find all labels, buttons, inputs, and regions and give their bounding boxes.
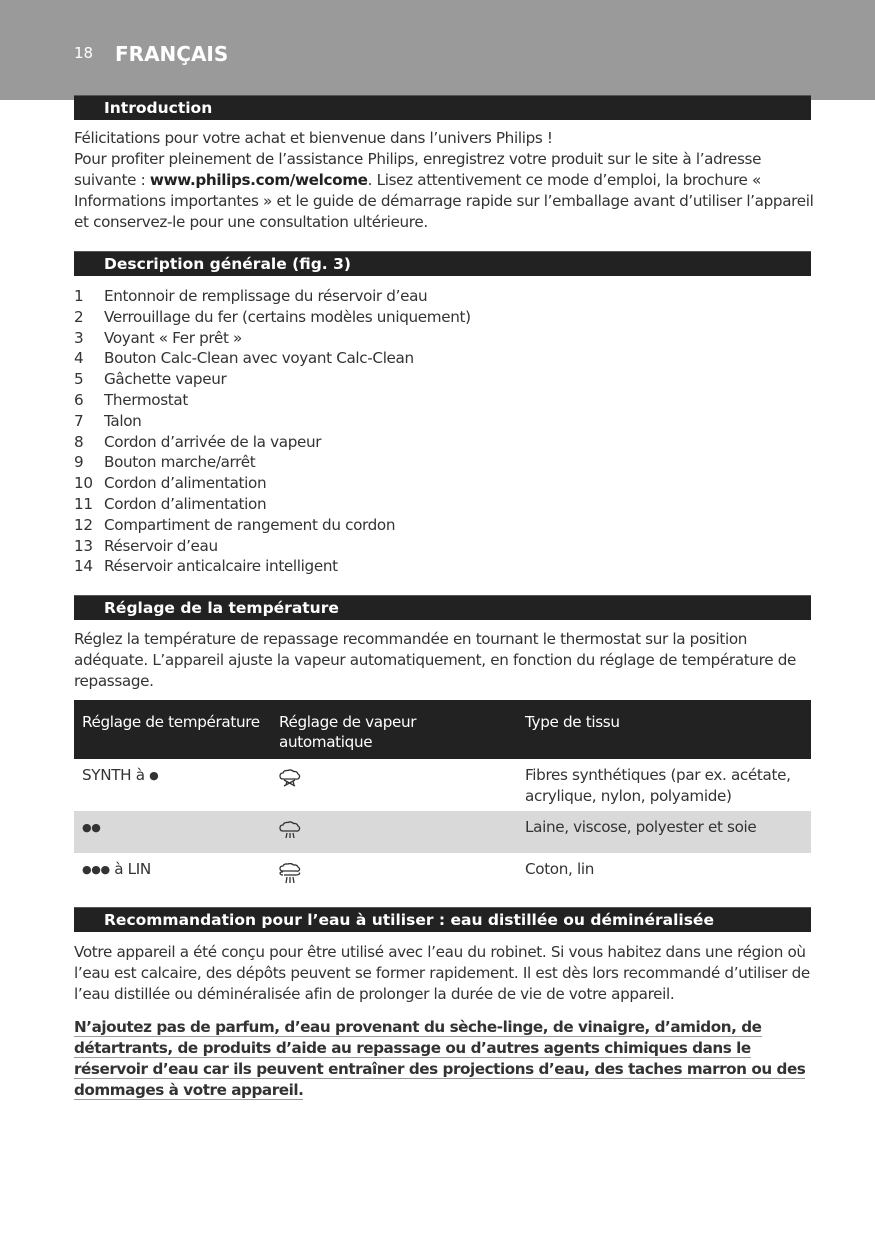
table-row — [74, 759, 811, 811]
list-item — [74, 369, 794, 390]
list-item — [74, 307, 794, 328]
list-item-label: Cordon d’alimentation — [104, 494, 267, 513]
description-list — [74, 286, 794, 577]
fabric-type-cell: Fibres synthétiques (par ex. acétate, acrylique, nylon, polyamide) — [525, 766, 791, 805]
list-item-number: 12 — [74, 515, 93, 534]
list-item — [74, 452, 794, 473]
list-item-label: Cordon d’alimentation — [104, 474, 267, 493]
list-item — [74, 536, 794, 557]
list-item-number: 8 — [74, 432, 84, 451]
list-item-label: Bouton marche/arrêt — [104, 453, 256, 472]
intro-text — [74, 128, 814, 233]
fabric-type-cell: Laine, viscose, polyester et soie — [517, 811, 811, 853]
list-item-number: 3 — [74, 328, 84, 347]
list-item — [74, 348, 794, 369]
list-item-number: 5 — [74, 370, 84, 389]
setting-prefix: SYNTH à — [82, 766, 150, 784]
temperature-setting-cell — [74, 853, 271, 905]
temperature-setting-cell — [74, 811, 271, 853]
intro-line-1: Félicitations pour votre achat et bienvenue dans l’univers Philips ! — [74, 129, 553, 147]
table-row — [74, 811, 811, 853]
list-item — [74, 286, 794, 307]
list-item-number: 14 — [74, 557, 93, 576]
list-item-label: Voyant « Fer prêt » — [104, 328, 242, 347]
list-item-label: Réservoir anticalcaire intelligent — [104, 557, 338, 576]
temperature-dots: ●●● — [82, 863, 110, 876]
page-number: 18 — [74, 44, 94, 62]
setting-suffix: à LIN — [109, 860, 151, 878]
intro-line-2 — [74, 149, 814, 233]
water-text: Votre appareil a été conçu pour être utilisé avec l’eau du robinet. Si vous habitez dans une région où l’eau est calcaire, des dépôts peuvent se former rapidement. Il est dès lors recommandé d’utiliser de l’eau distillée ou déminéralisée afin de prolonger la durée de vie de votre appareil. — [74, 943, 810, 1003]
list-item-label: Entonnoir de remplissage du réservoir d’eau — [104, 287, 428, 305]
table-header-row — [74, 700, 811, 759]
list-item — [74, 515, 794, 536]
list-item-label: Réservoir d’eau — [104, 536, 218, 555]
list-item — [74, 473, 794, 494]
temperature-dots: ●● — [82, 821, 101, 834]
list-item-label: Cordon d’arrivée de la vapeur — [104, 432, 322, 451]
steam-medium-icon — [279, 821, 301, 847]
list-item-number: 2 — [74, 307, 84, 326]
temperature-table — [74, 700, 811, 905]
list-item-label: Verrouillage du fer (certains modèles uniquement) — [104, 307, 471, 326]
list-item-label: Compartiment de rangement du cordon — [104, 515, 396, 534]
temperature-setting-cell — [74, 759, 271, 811]
list-item-label: Bouton Calc-Clean avec voyant Calc-Clean — [104, 349, 414, 368]
steam-setting-cell — [271, 811, 517, 853]
list-item — [74, 556, 794, 577]
list-item-number: 10 — [74, 474, 93, 493]
list-item — [74, 328, 794, 349]
section-heading-introduction: Introduction — [74, 95, 811, 120]
column-header-fabric: Type de tissu — [517, 700, 811, 759]
language-title: FRANÇAIS — [115, 42, 229, 66]
list-item-number: 6 — [74, 390, 84, 409]
temperature-text: Réglez la température de repassage recommandée en tournant le thermostat sur la position adéquate. L’appareil ajuste la vapeur automatiquement, en fonction du réglage de température de repassage. — [74, 630, 796, 690]
warning-text — [74, 1017, 814, 1101]
list-item-number: 4 — [74, 349, 84, 368]
list-item-number: 11 — [74, 494, 93, 513]
list-item-label: Thermostat — [104, 390, 188, 409]
list-item-number: 9 — [74, 453, 84, 472]
section-heading-temperature: Réglage de la température — [74, 595, 811, 620]
table-row — [74, 853, 811, 905]
page-header-bar — [0, 0, 875, 100]
fabric-type-cell: Coton, lin — [525, 860, 594, 878]
list-item-label: Gâchette vapeur — [104, 370, 227, 389]
steam-low-icon — [279, 769, 301, 795]
warning-text-content: N’ajoutez pas de parfum, d’eau provenant du sèche-linge, de vinaigre, d’amidon, de détartrants, de produits d’aide au repassage ou d’autres agents chimiques dans le réservoir d’eau car ils peuvent entraîner des projections d’eau, des taches marron ou des dommages à votre appareil. — [74, 1018, 806, 1099]
list-item-number: 7 — [74, 411, 84, 430]
list-item — [74, 411, 794, 432]
list-item-label: Talon — [104, 411, 142, 430]
list-item — [74, 494, 794, 515]
list-item-number: 13 — [74, 536, 93, 555]
intro-text-pre: Pour profiter pleinement de l’assistance Philips, enregistrez votre produit sur le site à l’adresse suivante : — [74, 150, 762, 189]
steam-high-icon — [279, 863, 301, 891]
intro-text-post: . Lisez attentivement ce mode d’emploi, la brochure « Informations importantes » et le guide de démarrage rapide sur l’emballage avant d’utiliser l’appareil et conservez-le pour une consultation ultérieure. — [74, 171, 814, 231]
list-item — [74, 390, 794, 411]
section-heading-water: Recommandation pour l’eau à utiliser : eau distillée ou déminéralisée — [74, 907, 811, 932]
section-heading-description: Description générale (fig. 3) — [74, 251, 811, 276]
steam-setting-cell — [271, 759, 517, 811]
list-item-number: 1 — [74, 287, 84, 305]
list-item — [74, 432, 794, 453]
column-header-steam: Réglage de vapeur automatique — [271, 700, 517, 759]
philips-website-link[interactable]: www.philips.com/welcome — [149, 171, 368, 189]
temperature-dots: ● — [149, 769, 159, 782]
steam-setting-cell — [271, 853, 517, 905]
column-header-temperature: Réglage de température — [74, 700, 271, 759]
